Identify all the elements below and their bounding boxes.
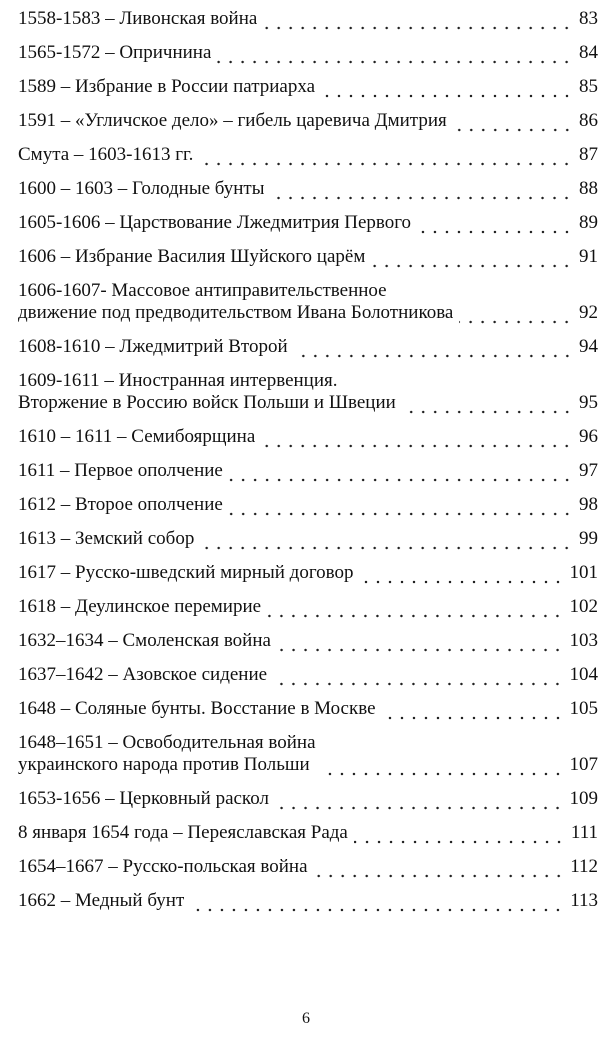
toc-entry: [18, 36, 598, 70]
toc-entry-title: 1632–1634 – Смоленская война: [18, 630, 271, 651]
toc-entry-title: 1589 – Избрание в России патриарха: [18, 76, 316, 97]
toc-entry: [18, 816, 598, 850]
toc-entry-page: 94: [579, 336, 598, 357]
dot-leader: [459, 302, 573, 324]
toc-entry-page: 104: [569, 664, 598, 685]
toc-entry-title: 1654–1667 – Русско-польская война: [18, 856, 308, 877]
dot-leader: [453, 110, 573, 132]
toc-entry-page: 86: [579, 110, 598, 131]
toc-entry-title: 8 января 1654 года – Переяславская Рада: [18, 822, 348, 843]
dot-leader: [321, 76, 573, 98]
toc-entry-page: 91: [579, 246, 598, 267]
toc-entry-title: 1653-1656 – Церковный раскол: [18, 788, 269, 809]
toc-entry: [18, 138, 598, 172]
toc-entry-page: 97: [579, 460, 598, 481]
toc-entry-title: 1648 – Соляные бунты. Восстание в Москве: [18, 698, 376, 719]
toc-entry-title: 1648–1651 – Освободительная война украинского народа против Польши: [18, 732, 316, 775]
toc-entry-title: 1558-1583 – Ливонская война: [18, 8, 258, 29]
toc-entry-title: 1611 – Первое ополчение: [18, 460, 223, 481]
toc-entry-page: 99: [579, 528, 598, 549]
toc-entry-page: 98: [579, 494, 598, 515]
toc-entry: [18, 726, 598, 782]
toc-entry: [18, 104, 598, 138]
toc-entry-page: 84: [579, 42, 598, 63]
toc-entry: [18, 364, 598, 420]
dot-leader: [267, 596, 563, 618]
page-number: 6: [302, 1010, 310, 1027]
toc-entry: [18, 2, 598, 36]
dot-leader: [322, 754, 564, 776]
toc-entry-page: 111: [570, 822, 598, 843]
toc-entry: [18, 330, 598, 364]
toc-entry: [18, 850, 598, 884]
dot-leader: [277, 630, 564, 652]
dot-leader: [263, 8, 573, 30]
toc-entry-title: 1565-1572 – Опричнина: [18, 42, 212, 63]
toc-entry-title: 1617 – Русско-шведский мирный договор: [18, 562, 354, 583]
dot-leader: [275, 788, 564, 810]
toc-entry-page: 109: [569, 788, 598, 809]
toc-entry: [18, 522, 598, 556]
toc-entry-page: 83: [579, 8, 598, 29]
toc-entry: [18, 556, 598, 590]
toc-entry: [18, 70, 598, 104]
toc-entry: [18, 420, 598, 454]
toc-entry-page: 102: [569, 596, 598, 617]
toc-entry: [18, 172, 598, 206]
toc-entry-page: 88: [579, 178, 598, 199]
toc-entry-page: 112: [570, 856, 598, 877]
dot-leader: [190, 890, 564, 912]
toc-entry-page: 105: [569, 698, 598, 719]
toc-entry: [18, 240, 598, 274]
toc-entry-title: 1662 – Медный бунт: [18, 890, 185, 911]
dot-leader: [417, 212, 573, 234]
dot-leader: [294, 336, 573, 358]
dot-leader: [270, 178, 573, 200]
toc-entry-page: 89: [579, 212, 598, 233]
dot-leader: [371, 246, 573, 268]
toc-entry: [18, 692, 598, 726]
toc-entry-page: 103: [569, 630, 598, 651]
toc-entry-title: 1609-1611 – Иностранная интервенция. Вторжение в Россию войск Польши и Швеции: [18, 370, 396, 413]
dot-leader: [229, 460, 573, 482]
dot-leader: [354, 822, 565, 844]
dot-leader: [261, 426, 573, 448]
toc-entry: [18, 206, 598, 240]
toc-entry-page: 113: [570, 890, 598, 911]
dot-leader: [314, 856, 565, 878]
toc-entry-page: 85: [579, 76, 598, 97]
toc-entry-page: 101: [569, 562, 598, 583]
toc-entry-title: 1600 – 1603 – Голодные бунты: [18, 178, 265, 199]
dot-leader: [217, 42, 573, 64]
toc-entry-title: 1606 – Избрание Василия Шуйского царём: [18, 246, 366, 267]
toc-entry: [18, 658, 598, 692]
toc-entry-title: 1618 – Деулинское перемирие: [18, 596, 262, 617]
toc-entry: [18, 488, 598, 522]
toc-entry-page: 87: [579, 144, 598, 165]
toc-entry-page: 95: [579, 392, 598, 413]
dot-leader: [273, 664, 563, 686]
toc-entry-title: Смута – 1603-1613 гг.: [18, 144, 194, 165]
dot-leader: [360, 562, 564, 584]
toc-entry-title: 1637–1642 – Азовское сидение: [18, 664, 268, 685]
toc-entry-title: 1591 – «Угличское дело» – гибель царевича Дмитрия: [18, 110, 447, 131]
toc-entry-page: 107: [569, 754, 598, 775]
dot-leader: [200, 528, 573, 550]
toc-entry-title: 1613 – Земский собор: [18, 528, 195, 549]
table-of-contents: [18, 2, 598, 918]
toc-entry: [18, 274, 598, 330]
dot-leader: [402, 392, 573, 414]
toc-entry: [18, 590, 598, 624]
dot-leader: [199, 144, 573, 166]
toc-entry: [18, 454, 598, 488]
dot-leader: [382, 698, 564, 720]
toc-entry: [18, 624, 598, 658]
toc-entry: [18, 782, 598, 816]
toc-entry-page: 96: [579, 426, 598, 447]
toc-entry-title: 1610 – 1611 – Семибоярщина: [18, 426, 256, 447]
dot-leader: [229, 494, 573, 516]
toc-entry-title: 1608-1610 – Лжедмитрий Второй: [18, 336, 288, 357]
toc-entry-page: 92: [579, 302, 598, 323]
toc-entry-title: 1605-1606 – Царствование Лжедмитрия Первого: [18, 212, 412, 233]
toc-entry-title: 1612 – Второе ополчение: [18, 494, 223, 515]
toc-entry: [18, 884, 598, 918]
toc-entry-title: 1606-1607- Массовое антиправительственное движение под предводительством Ивана Болотникова: [18, 280, 454, 323]
